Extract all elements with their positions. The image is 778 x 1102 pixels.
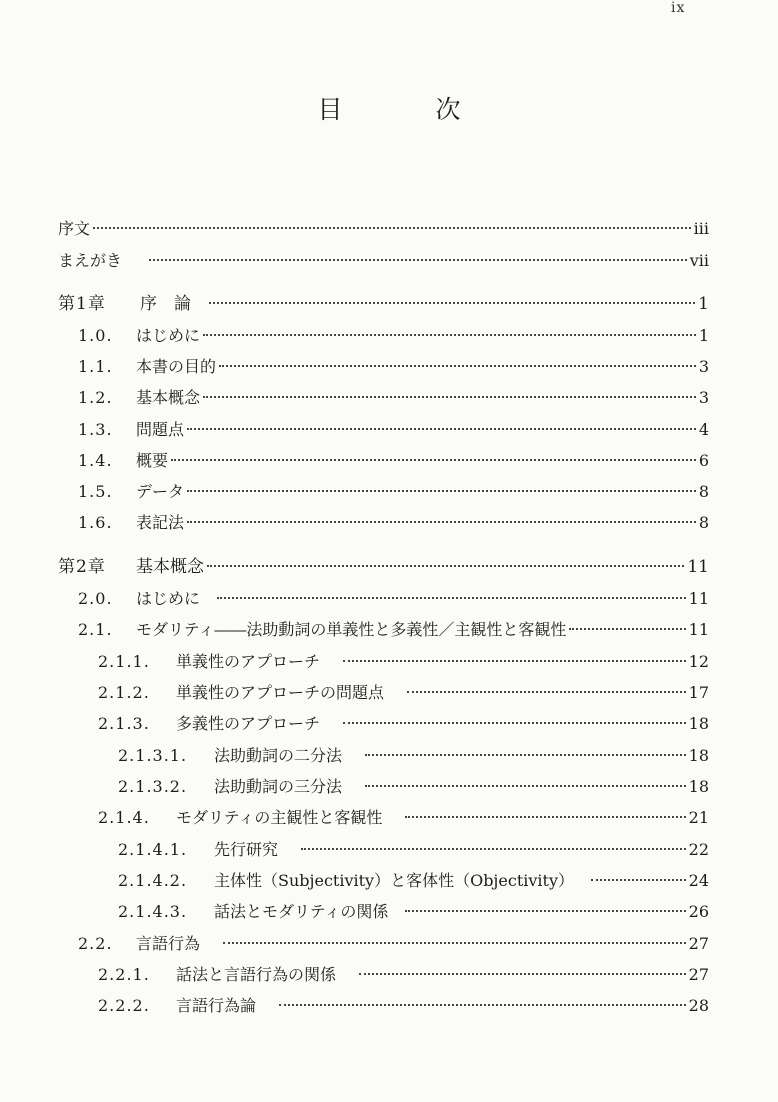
toc-entry-2-0 xyxy=(78,587,709,611)
dot-leader xyxy=(365,754,686,756)
toc-entry-number: 2.1.4.2. xyxy=(118,871,188,890)
dot-leader xyxy=(203,334,696,336)
toc-entry-number: 1.2. xyxy=(78,388,113,407)
toc-entry-2-1-4-1 xyxy=(118,838,709,862)
dot-leader xyxy=(203,396,696,398)
toc-entry-title: 法助動詞の三分法 xyxy=(214,777,343,796)
toc-entry-number: 2.2.2. xyxy=(98,996,150,1015)
toc-entry-title: 先行研究 xyxy=(214,840,279,859)
toc-entry-1-4 xyxy=(78,449,709,473)
toc-entry-page: 27 xyxy=(688,965,709,984)
toc-entry-title: 単義性のアプローチ xyxy=(176,652,321,671)
toc-entry-title: 序 論 xyxy=(140,294,191,314)
toc-entry-page: 11 xyxy=(688,620,709,639)
toc-entry-number: 2.1.2. xyxy=(98,683,150,702)
dot-leader xyxy=(187,428,696,430)
toc-entry-number: 2.1.4.1. xyxy=(118,840,188,859)
dot-leader xyxy=(207,565,684,567)
toc-entry-page: 4 xyxy=(698,420,709,439)
toc-entry-number: 2.1.4. xyxy=(98,808,150,827)
toc-entry-title: 話法と言語行為の関係 xyxy=(176,965,337,984)
toc-entry-page: 3 xyxy=(698,357,709,376)
toc-entry-2-1-2 xyxy=(98,681,709,705)
toc-entry-page: 17 xyxy=(688,683,709,702)
toc-entry-title: 概要 xyxy=(136,451,169,470)
toc-entry-title: データ xyxy=(136,482,185,501)
toc-entry-number: 第2章 xyxy=(58,557,106,577)
toc-entry-number: 2.1.1. xyxy=(98,652,150,671)
toc-entry-number: 2.1.3. xyxy=(98,714,150,733)
toc-entry-title: はじめに xyxy=(136,589,201,608)
toc-entry-foreword xyxy=(58,249,709,273)
toc-entry-1-2 xyxy=(78,386,709,410)
toc-entry-number: 1.0. xyxy=(78,326,113,345)
dot-leader xyxy=(149,259,687,261)
toc-entry-page: 27 xyxy=(688,934,709,953)
toc-entry-page: 12 xyxy=(688,652,709,671)
toc-entry-page: 26 xyxy=(688,902,709,921)
toc-entry-number: 2.1. xyxy=(78,620,113,639)
toc-entry-page: 1 xyxy=(698,326,709,345)
dot-leader xyxy=(171,459,696,461)
dot-leader xyxy=(359,973,686,975)
toc-entry-chapter-1 xyxy=(58,292,709,316)
toc-entry-title: 単義性のアプローチの問題点 xyxy=(176,683,385,702)
dot-leader xyxy=(279,1004,686,1006)
toc-entry-title: 問題点 xyxy=(136,420,185,439)
dot-leader xyxy=(301,848,686,850)
toc-entry-number: 2.2.1. xyxy=(98,965,150,984)
toc-entry-1-6 xyxy=(78,511,709,535)
toc-entry-page: 21 xyxy=(688,808,709,827)
toc-entry-title: モダリティ――法助動詞の単義性と多義性／主観性と客観性 xyxy=(136,620,567,639)
dot-leader xyxy=(217,597,686,599)
toc-entry-1-3 xyxy=(78,418,709,442)
toc-entry-1-5 xyxy=(78,480,709,504)
dot-leader xyxy=(209,302,695,304)
toc-entry-page: 18 xyxy=(688,746,709,765)
toc-entry-title: 話法とモダリティの関係 xyxy=(214,902,389,921)
toc-entry-2-1-3-2 xyxy=(118,775,709,799)
dot-leader xyxy=(343,660,686,662)
toc-entry-chapter-2 xyxy=(58,555,709,579)
dot-leader xyxy=(187,490,696,492)
toc-entry-title: 言語行為 xyxy=(136,934,201,953)
dot-leader xyxy=(569,628,685,630)
toc-entry-title: 基本概念 xyxy=(136,388,201,407)
dot-leader xyxy=(365,785,686,787)
toc-entry-number: 2.2. xyxy=(78,934,113,953)
page-title: 目 次 xyxy=(317,95,495,124)
toc-entry-title: 言語行為論 xyxy=(176,996,257,1015)
toc-entry-page: 8 xyxy=(698,513,709,532)
toc-entry-page: vii xyxy=(689,251,709,270)
toc-entry-title: モダリティの主観性と客観性 xyxy=(176,808,383,827)
toc-entry-2-1-3 xyxy=(98,712,709,736)
dot-leader xyxy=(93,227,691,229)
toc-entry-title: 多義性のアプローチ xyxy=(176,714,321,733)
toc-entry-number: 2.1.4.3. xyxy=(118,902,188,921)
toc-entry-1-1 xyxy=(78,355,709,379)
toc-entry-2-1-4-3 xyxy=(118,900,709,924)
toc-entry-title: 基本概念 xyxy=(136,557,204,577)
toc-entry-number: 1.3. xyxy=(78,420,113,439)
toc-entry-2-1-4 xyxy=(98,806,709,830)
toc-entry-2-2-1 xyxy=(98,963,709,987)
toc-entry-page: 24 xyxy=(688,871,709,890)
toc-entry-title: 表記法 xyxy=(136,513,185,532)
dot-leader xyxy=(187,521,696,523)
dot-leader xyxy=(219,365,696,367)
toc-entry-number: 1.5. xyxy=(78,482,113,501)
toc-entry-title: 序文 xyxy=(58,219,91,238)
toc-entry-page: 18 xyxy=(688,777,709,796)
dot-leader xyxy=(405,910,685,912)
toc-entry-page: 11 xyxy=(688,589,709,608)
toc-entry-number: 2.0. xyxy=(78,589,113,608)
toc-entry-preface xyxy=(58,217,709,241)
toc-entry-title: まえがき xyxy=(58,251,123,270)
dot-leader xyxy=(407,691,686,693)
toc-entry-title: 法助動詞の二分法 xyxy=(214,746,343,765)
toc-entry-2-1-4-2 xyxy=(118,869,709,893)
toc-entry-number: 第1章 xyxy=(58,294,106,314)
toc-entry-2-1 xyxy=(78,618,709,642)
toc-entry-page: 18 xyxy=(688,714,709,733)
toc-entry-page: 22 xyxy=(688,840,709,859)
toc-entry-page: 11 xyxy=(687,557,709,577)
toc-entry-number: 1.1. xyxy=(78,357,113,376)
toc-entry-page: 1 xyxy=(698,294,709,314)
toc-entry-page: 28 xyxy=(688,996,709,1015)
toc-entry-2-2-2 xyxy=(98,994,709,1018)
toc-entry-page: 3 xyxy=(698,388,709,407)
dot-leader xyxy=(591,879,686,881)
toc-entry-2-1-3-1 xyxy=(118,744,709,768)
dot-leader xyxy=(343,722,686,724)
toc-entry-number: 2.1.3.1. xyxy=(118,746,188,765)
toc-entry-page: 6 xyxy=(698,451,709,470)
toc-entry-number: 1.6. xyxy=(78,513,113,532)
page-number: ix xyxy=(671,0,686,16)
toc-entry-number: 2.1.3.2. xyxy=(118,777,188,796)
dot-leader xyxy=(405,816,685,818)
toc-entry-page: iii xyxy=(693,219,709,238)
toc-entry-page: 8 xyxy=(698,482,709,501)
toc-entry-2-1-1 xyxy=(98,650,709,674)
dot-leader xyxy=(223,942,686,944)
toc-entry-title: 本書の目的 xyxy=(136,357,217,376)
toc-entry-title: 主体性（Subjectivity）と客体性（Objectivity） xyxy=(214,871,574,890)
toc-entry-title: はじめに xyxy=(136,326,201,345)
toc-entry-2-2 xyxy=(78,932,709,956)
toc-entry-number: 1.4. xyxy=(78,451,113,470)
toc-entry-1-0 xyxy=(78,324,709,348)
